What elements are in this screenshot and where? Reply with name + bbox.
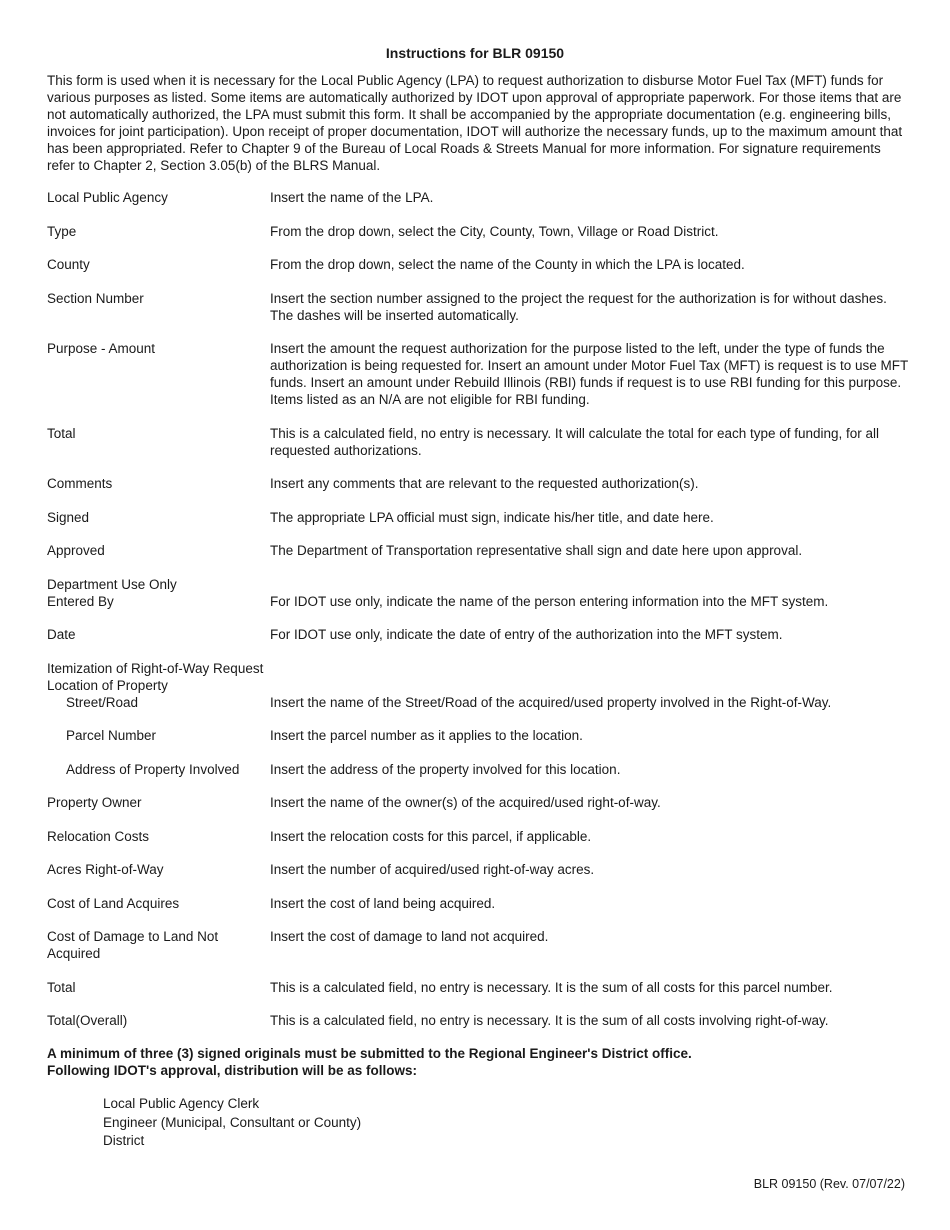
field-row [47, 694, 909, 711]
field-description: Insert the section number assigned to the project the request for the authorization is for without dashes. The dashes will be inserted automatically. [270, 290, 887, 323]
field-row [47, 509, 909, 526]
distribution-item: Engineer (Municipal, Consultant or County) [103, 1114, 362, 1130]
field-label: Street/Road [66, 694, 139, 710]
notice-line: A minimum of three (3) signed originals must be submitted to the Regional Engineer's District office. [47, 1046, 692, 1061]
field-row [47, 542, 909, 559]
field-label: Relocation Costs [47, 828, 150, 844]
field-label: Type [47, 223, 77, 239]
field-description: This is a calculated field, no entry is necessary. It will calculate the total for each type of funding, for all requested authorizations. [270, 425, 880, 458]
field-label: Department Use Only Entered By [47, 576, 177, 609]
field-row [47, 576, 909, 610]
form-revision-footer: BLR 09150 (Rev. 07/07/22) [753, 1177, 905, 1191]
field-row [47, 928, 909, 962]
field-row [47, 861, 909, 878]
field-description: Insert the amount the request authorization for the purpose listed to the left, under the type of funds the authorization is being requested for. Insert an amount under Motor Fuel Tax (MFT) is request is to use MFT funds. Insert an amount under Rebuild Illinois (RBI) funds if request is to use RBI funding for this purpose. Items listed as an N/A are not eligible for RBI funding. [270, 341, 909, 407]
field-label: Property Owner [47, 795, 142, 810]
field-row [47, 979, 909, 996]
field-label: Cost of Land Acquires [47, 895, 180, 911]
field-row [47, 1012, 909, 1029]
field-label: Local Public Agency [47, 190, 168, 205]
field-row [47, 189, 909, 206]
field-description: From the drop down, select the name of the County in which the LPA is located. [270, 257, 745, 272]
field-label: Parcel Number [66, 728, 157, 743]
field-label: Approved [47, 543, 105, 558]
intro-paragraph: This form is used when it is necessary for the Local Public Agency (LPA) to request authorization to disburse Motor Fuel Tax (MFT) funds for various purposes as listed. Some items are automatically authorized by IDOT upon approval of appropriate paperwork. For those items that are not automatically authorized, the LPA must submit this form. It shall be accompanied by the appropriate documentation (e.g. engineering bills, invoices for joint participation). Upon receipt of proper documentation, IDOT will authorize the necessary funds, up to the maximum amount that has been appropriated. Refer to Chapter 9 of the Bureau of Local Roads & Streets Manual for more information. For signature requirements refer to Chapter 2, Section 3.05(b) of the BLRS Manual. [47, 73, 903, 173]
field-description: This is a calculated field, no entry is necessary. It is the sum of all costs for this parcel number. [270, 979, 833, 995]
field-row [47, 895, 909, 912]
field-label: Address of Property Involved [66, 761, 240, 777]
field-description: The Department of Transportation representative shall sign and date here upon approval. [270, 543, 803, 558]
field-description: The appropriate LPA official must sign, indicate his/her title, and date here. [270, 509, 714, 525]
field-description: Insert the relocation costs for this parcel, if applicable. [270, 828, 592, 844]
field-label: Total(Overall) [47, 1013, 128, 1028]
field-label: Total [47, 979, 76, 995]
field-label: Signed [47, 509, 90, 525]
field-description: Insert the parcel number as it applies to the location. [270, 728, 583, 743]
field-description: From the drop down, select the City, County, Town, Village or Road District. [270, 223, 719, 239]
field-label: Cost of Damage to Land Not Acquired [47, 929, 219, 961]
field-label: Comments [47, 476, 113, 491]
field-label: Acres Right-of-Way [47, 862, 164, 877]
field-row [47, 475, 909, 492]
field-row [47, 340, 909, 408]
field-description: For IDOT use only, indicate the date of entry of the authorization into the MFT system. [270, 627, 783, 642]
field-row [47, 794, 909, 811]
field-description: Insert the name of the Street/Road of the acquired/used property involved in the Right-of-Way. [270, 694, 832, 710]
field-description: Insert the cost of land being acquired. [270, 895, 496, 911]
field-row [47, 727, 909, 744]
notice-line: Following IDOT's approval, distribution will be as follows: [47, 1063, 417, 1078]
page-title: Instructions for BLR 09150 [385, 45, 565, 61]
field-row [47, 223, 909, 240]
field-row [47, 626, 909, 643]
row-section-heading: Itemization of Right-of-Way Request [47, 660, 264, 676]
distribution-item: District [103, 1133, 145, 1148]
field-row [47, 828, 909, 845]
field-description: Insert the address of the property involved for this location. [270, 761, 621, 777]
distribution-item: Local Public Agency Clerk [103, 1096, 260, 1111]
field-row [47, 761, 909, 778]
field-instructions [47, 189, 909, 1046]
submission-notice [47, 1045, 909, 1079]
field-row [47, 256, 909, 273]
field-label: Section Number [47, 290, 144, 306]
field-description: Insert the cost of damage to land not acquired. [270, 929, 549, 944]
field-description: Insert the number of acquired/used right-of-way acres. [270, 862, 595, 877]
field-label: Purpose - Amount [47, 341, 156, 356]
field-label: Total [47, 425, 76, 441]
distribution-list [103, 1095, 361, 1151]
field-row [47, 290, 909, 324]
field-description: This is a calculated field, no entry is necessary. It is the sum of all costs involving right-of-way. [270, 1013, 829, 1028]
row-section-subheading: Location of Property [47, 677, 168, 693]
field-description: Insert the name of the owner(s) of the acquired/used right-of-way. [270, 795, 661, 810]
field-description: For IDOT use only, indicate the name of the person entering information into the MFT system. [270, 593, 829, 609]
field-row [47, 425, 909, 459]
field-label: County [47, 257, 90, 272]
field-label: Date [47, 627, 76, 642]
field-description: Insert the name of the LPA. [270, 190, 434, 205]
field-description: Insert any comments that are relevant to the requested authorization(s). [270, 476, 699, 491]
